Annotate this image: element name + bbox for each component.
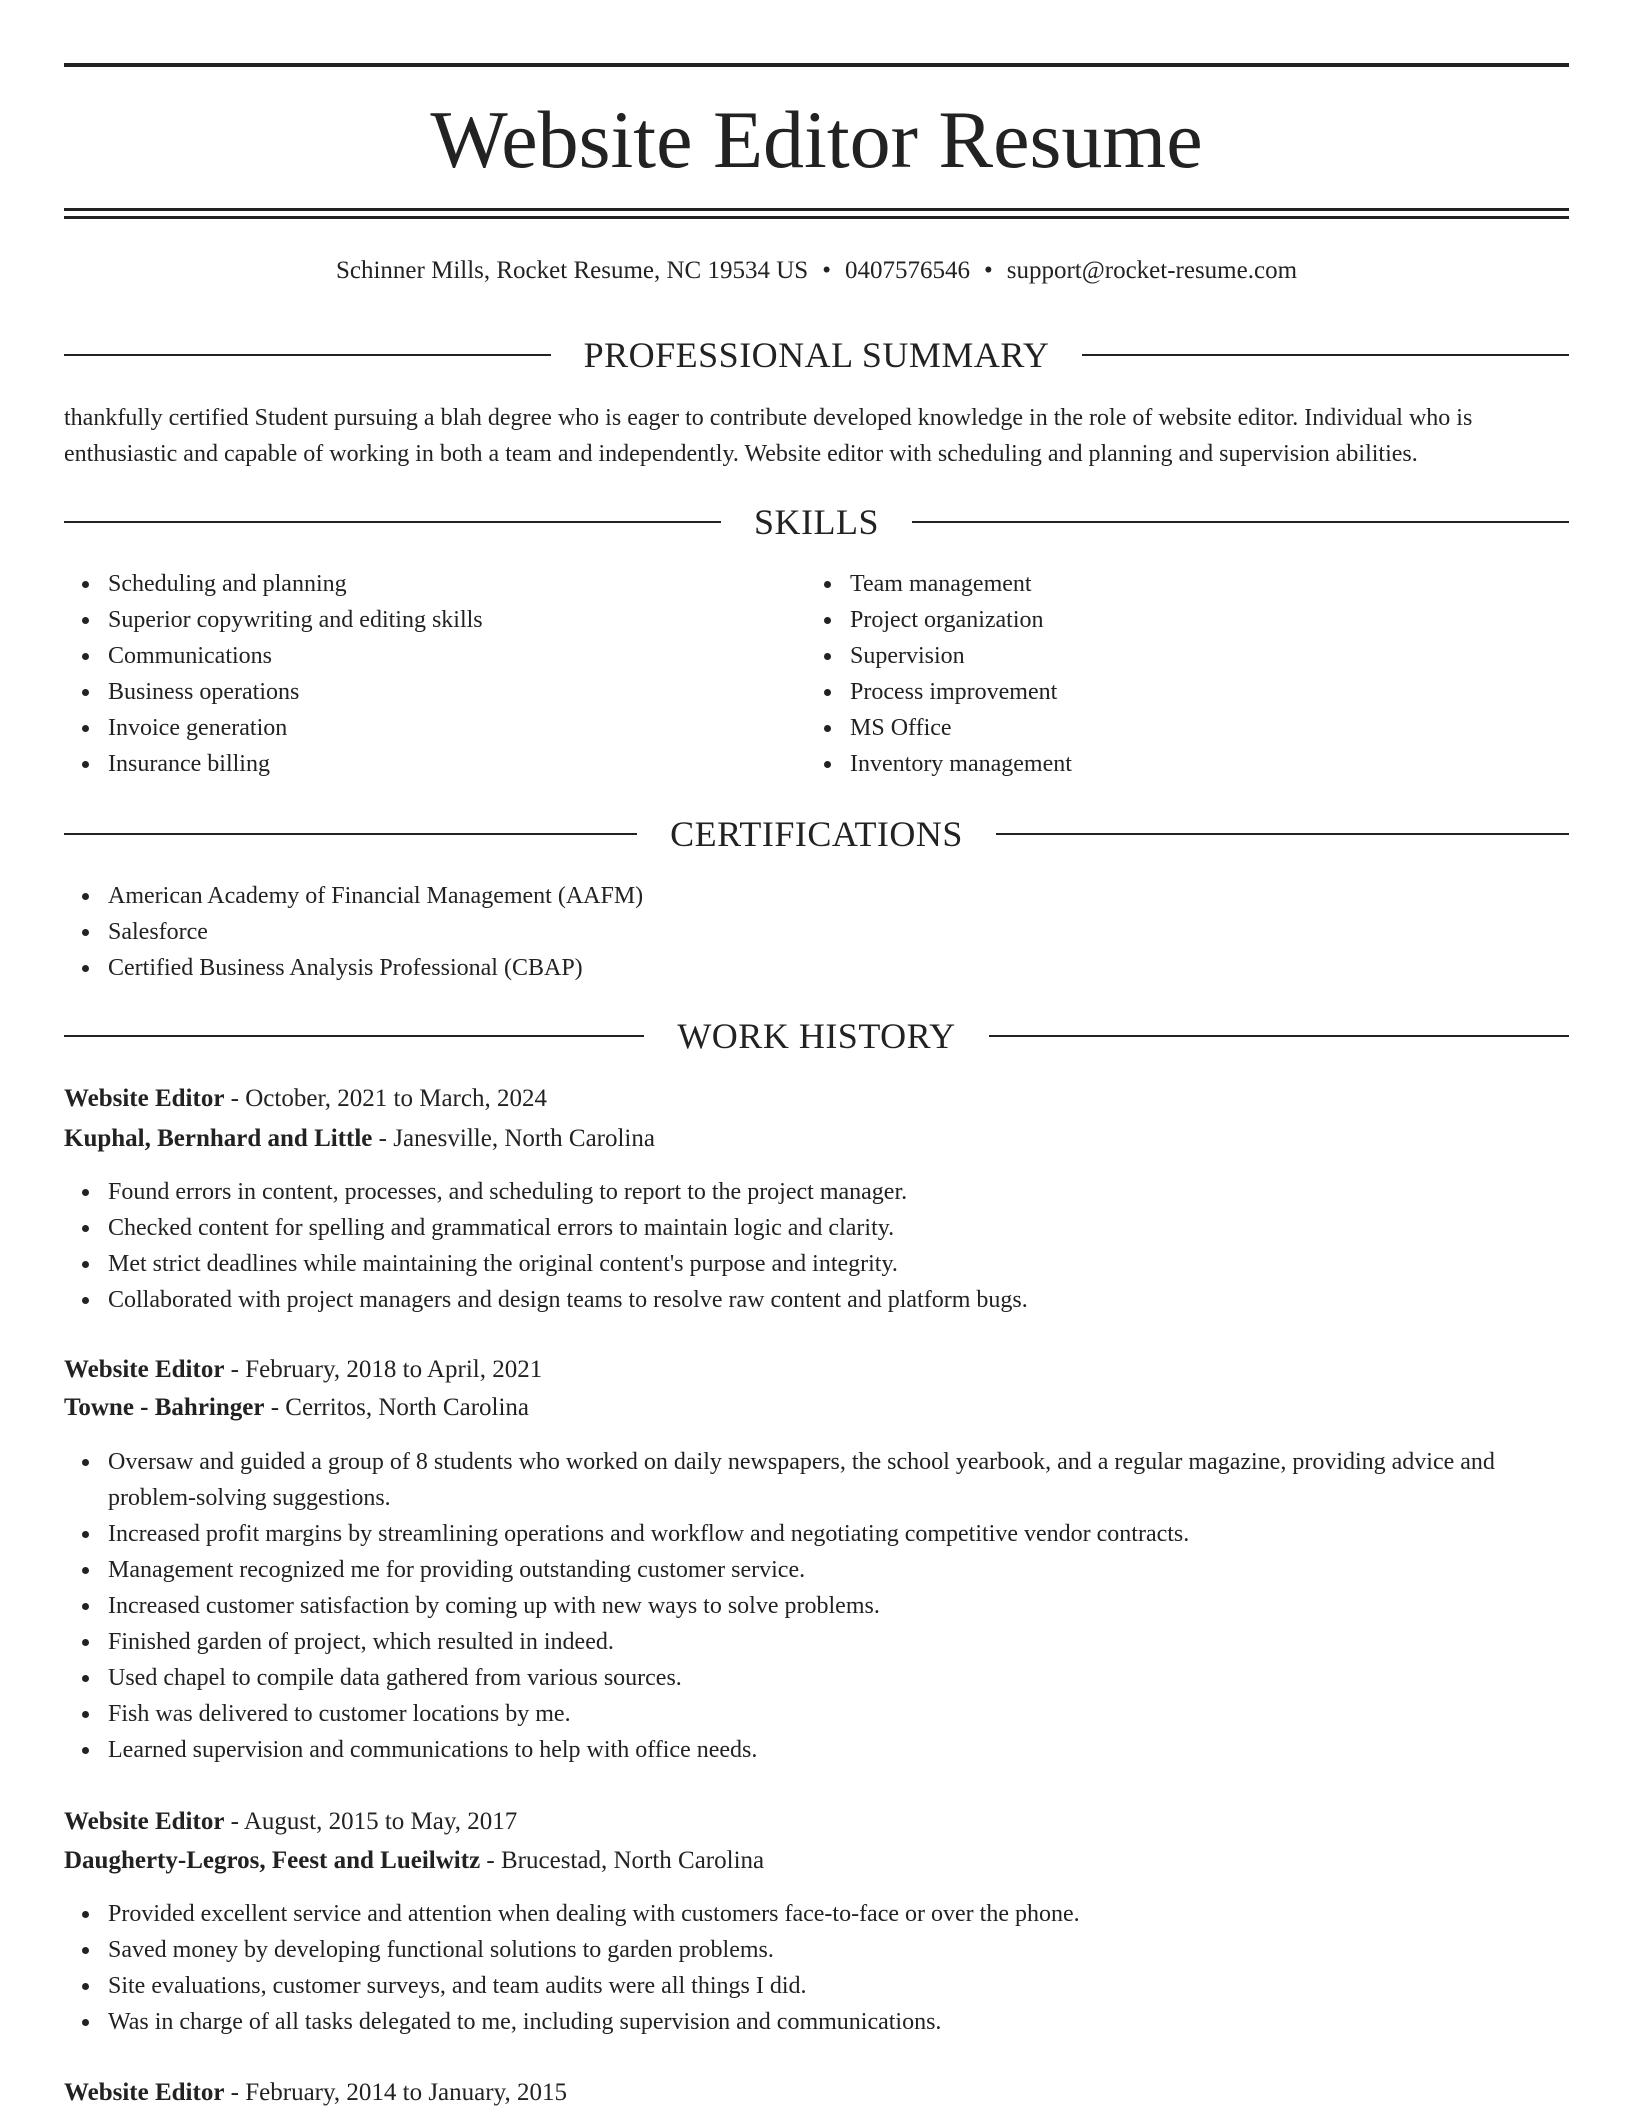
job-company: Towne - Bahringer (64, 1394, 265, 1421)
skill-item: MS Office (850, 710, 1550, 746)
heading-rule (989, 1035, 1569, 1037)
skill-item: Team management (850, 566, 1550, 602)
job-dates: - February, 2014 to January, 2015 (230, 2079, 567, 2106)
job-company-line (64, 1843, 1569, 1879)
skill-item: Insurance billing (108, 746, 808, 782)
title-rule-upper (64, 208, 1569, 211)
job-duty-item: Provided excellent service and attention when dealing with customers face-to-face or over the phone. (108, 1896, 1568, 1932)
contact-separator: • (822, 257, 831, 284)
section-heading-summary (64, 333, 1569, 377)
skill-item: Invoice generation (108, 710, 808, 746)
skill-item: Process improvement (850, 674, 1550, 710)
section-heading-certifications (64, 812, 1569, 856)
section-title: SKILLS (754, 502, 880, 542)
section-heading-skills (64, 500, 1569, 544)
section-title: CERTIFICATIONS (670, 814, 963, 854)
contact-separator: • (983, 257, 993, 284)
title-rule-lower (64, 216, 1569, 219)
job-title: Website Editor (64, 1808, 225, 1835)
heading-rule (64, 521, 721, 523)
job-duty-item: Saved money by developing functional solutions to garden problems. (108, 1932, 1568, 1968)
job-dates: - February, 2018 to April, 2021 (230, 1356, 543, 1383)
skill-item: Business operations (108, 674, 808, 710)
job-duty-item: Collaborated with project managers and design teams to resolve raw content and platform bugs. (108, 1282, 1568, 1318)
job-duty-item: Met strict deadlines while maintaining the original content's purpose and integrity. (108, 1246, 1568, 1282)
job-title-line (64, 1081, 1569, 1117)
job-company-line (64, 1390, 1569, 1426)
job-duty-item: Was in charge of all tasks delegated to me, including supervision and communications. (108, 2004, 1568, 2040)
skill-item: Inventory management (850, 746, 1550, 782)
job-duty-item: Increased customer satisfaction by coming up with new ways to solve problems. (108, 1588, 1568, 1624)
skill-item: Communications (108, 638, 808, 674)
heading-rule (64, 354, 551, 356)
certification-item: Certified Business Analysis Professional (CBAP) (108, 950, 1568, 986)
section-heading-work-history (64, 1014, 1569, 1058)
section-title: PROFESSIONAL SUMMARY (583, 335, 1050, 375)
contact-phone: 0407576546 (844, 257, 970, 284)
job-company: Daugherty-Legros, Feest and Lueilwitz (64, 1847, 481, 1874)
skills-list-right (806, 566, 1550, 782)
certifications-list (64, 878, 1568, 986)
job-duty-item: Increased profit margins by streamlining operations and workflow and negotiating competitive vendor contracts. (108, 1516, 1568, 1552)
contact-email: support@rocket-resume.com (1006, 257, 1298, 284)
summary-text: thankfully certified Student pursuing a blah degree who is eager to contribute developed knowledge in the role of website editor. Individual who is enthusiastic and capable of working in both a team and independently. Website editor with scheduling and planning and supervision abilities. (64, 405, 1473, 467)
certification-item: Salesforce (108, 914, 1568, 950)
job-title: Website Editor (64, 1356, 225, 1383)
job-duty-item: Fish was delivered to customer locations by me. (108, 1696, 1568, 1732)
skill-item: Scheduling and planning (108, 566, 808, 602)
job-company: Kuphal, Bernhard and Little (64, 1125, 373, 1152)
heading-rule (64, 833, 637, 835)
skill-item: Supervision (850, 638, 1550, 674)
job-location: - Janesville, North Carolina (378, 1125, 655, 1152)
skill-item: Project organization (850, 602, 1550, 638)
job-location: - Cerritos, North Carolina (270, 1394, 530, 1421)
job-title-line (64, 2075, 1569, 2111)
job-title-line (64, 1804, 1569, 1840)
job-location: - Brucestad, North Carolina (486, 1847, 765, 1874)
skill-item: Superior copywriting and editing skills (108, 602, 808, 638)
heading-rule (64, 1035, 644, 1037)
skills-list-left (64, 566, 808, 782)
job-duty-item: Checked content for spelling and grammatical errors to maintain logic and clarity. (108, 1210, 1568, 1246)
job-duty-item: Learned supervision and communications to help with office needs. (108, 1732, 1568, 1768)
contact-address: Schinner Mills, Rocket Resume, NC 19534 US (335, 257, 809, 284)
job-duty-item: Found errors in content, processes, and scheduling to report to the project manager. (108, 1174, 1568, 1210)
job-duties-list (64, 1444, 1568, 1768)
job-title: Website Editor (64, 1085, 225, 1112)
top-rule (64, 63, 1569, 67)
job-duties-list (64, 1174, 1568, 1318)
job-dates: - October, 2021 to March, 2024 (230, 1085, 547, 1112)
job-title-line (64, 1352, 1569, 1388)
heading-rule (912, 521, 1569, 523)
contact-line (64, 254, 1569, 288)
job-title: Website Editor (64, 2079, 225, 2106)
heading-rule (996, 833, 1569, 835)
page-title: Website Editor Resume (430, 94, 1203, 185)
job-duty-item: Finished garden of project, which resulted in indeed. (108, 1624, 1568, 1660)
certification-item: American Academy of Financial Management (AAFM) (108, 878, 1568, 914)
job-duty-item: Oversaw and guided a group of 8 students who worked on daily newspapers, the school yearbook, and a regular magazine, providing advice and problem-solving suggestions. (108, 1444, 1568, 1516)
job-duties-list (64, 1896, 1568, 2040)
job-duty-item: Management recognized me for providing outstanding customer service. (108, 1552, 1568, 1588)
heading-rule (1082, 354, 1569, 356)
job-company-line (64, 1121, 1569, 1157)
job-duty-item: Used chapel to compile data gathered from various sources. (108, 1660, 1568, 1696)
job-dates: - August, 2015 to May, 2017 (230, 1808, 518, 1835)
section-title: WORK HISTORY (677, 1016, 956, 1056)
job-duty-item: Site evaluations, customer surveys, and team audits were all things I did. (108, 1968, 1568, 2004)
